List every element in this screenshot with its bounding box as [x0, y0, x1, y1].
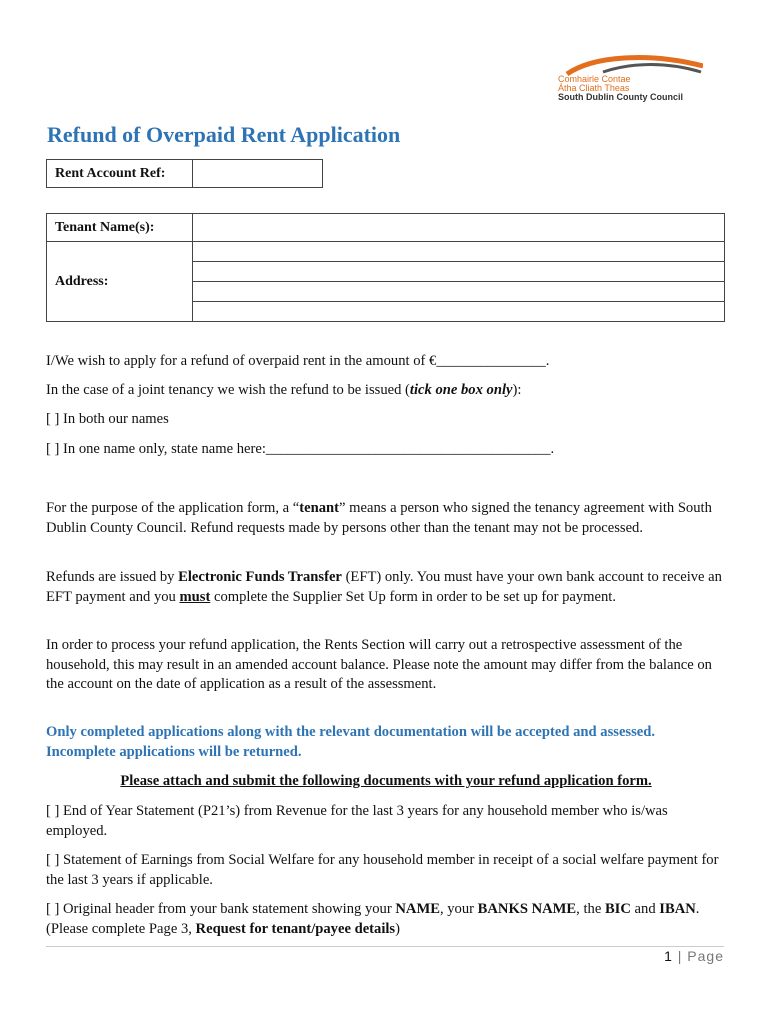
tenant-definition-a: For the purpose of the application form, a “ [46, 500, 300, 516]
tenant-definition [46, 499, 726, 538]
council-logo [553, 54, 713, 104]
doc3-h: IBAN [659, 901, 696, 917]
eft-a: Refunds are issued by [46, 569, 179, 585]
page-separator: | [672, 948, 688, 964]
doc3-f: BIC [604, 901, 631, 917]
logo-text-irish-2: Átha Cliath Theas [558, 83, 630, 93]
joint-tenancy-emphasis: tick one box only [409, 382, 513, 398]
refund-amount-blank[interactable]: _______________ [436, 353, 546, 369]
option-one-name-text: [ ] In one name only, state name here: [46, 441, 266, 457]
tenant-details-table [46, 213, 725, 322]
doc3-g: and [630, 901, 660, 917]
doc3-j: Request for tenant/payee details [195, 920, 396, 937]
address-label: Address: [47, 242, 193, 322]
option-one-name-end: . [550, 441, 555, 457]
eft-d: must [179, 588, 211, 605]
refund-amount-end: . [545, 353, 550, 369]
tenant-definition-c: ” means a person who signed the tenancy agreement with South Dublin County Council. Refund requests made by persons other than the tenant may not be processed. [46, 500, 712, 536]
page-title: Refund of Overpaid Rent Application [47, 122, 401, 147]
logo-text-english: South Dublin County Council [558, 92, 683, 102]
address-line-input[interactable] [193, 262, 725, 282]
doc3-c: , your [439, 901, 478, 917]
rent-account-table [46, 159, 323, 188]
page-number: 1 [664, 948, 673, 964]
tenant-name-input[interactable] [193, 214, 725, 242]
address-line-input[interactable] [193, 282, 725, 302]
rent-account-label: Rent Account Ref: [47, 160, 193, 188]
tenant-name-label: Tenant Name(s): [47, 214, 193, 242]
doc3-b: NAME [395, 901, 440, 917]
process-paragraph: In order to process your refund application, the Rents Section will carry out a retrospective assessment of the household, this may result in an amended account balance. Please note the amount may differ from the balance on the account on the date of application as a result of the assessment. [46, 637, 712, 693]
eft-e: complete the Supplier Set Up form in order to be set up for payment. [210, 588, 617, 605]
joint-tenancy-line [46, 381, 726, 401]
notice-paragraph: Only completed applications along with the relevant documentation will be accepted and assessed. Incomplete applications will be returned. [46, 724, 656, 760]
option-one-name-blank[interactable]: _______________________________________ [265, 441, 551, 457]
refund-amount-line [46, 352, 726, 372]
rent-account-input[interactable] [193, 160, 323, 188]
option-both-names[interactable]: [ ] In both our names [46, 411, 169, 427]
logo-text-irish-1: Comhairle Contae [558, 74, 631, 84]
address-line-input[interactable] [193, 302, 725, 322]
doc3-k: ) [395, 920, 400, 937]
doc3-d: BANKS NAME [477, 901, 577, 917]
doc3-a: [ ] Original header from your bank statement showing your [46, 901, 396, 917]
doc3-i: . (Please complete Page 3, [46, 901, 700, 937]
option-one-name[interactable] [46, 440, 726, 460]
refund-amount-text: I/We wish to apply for a refund of overpaid rent in the amount of € [46, 353, 437, 369]
doc-item-social-welfare[interactable]: [ ] Statement of Earnings from Social Welfare for any household member in receipt of a social welfare payment for the last 3 years if applicable. [46, 852, 719, 888]
doc-item-p21[interactable]: [ ] End of Year Statement (P21’s) from Revenue for the last 3 years for any household member who is/was employed. [46, 803, 668, 839]
attach-header: Please attach and submit the following documents with your refund application form. [120, 773, 652, 789]
logo-swoosh-icon [563, 54, 703, 76]
eft-b: Electronic Funds Transfer [178, 569, 342, 585]
address-line-input[interactable] [193, 242, 725, 262]
joint-tenancy-end: ): [512, 382, 522, 398]
doc-item-bank-header[interactable] [46, 900, 726, 939]
eft-paragraph [46, 568, 726, 607]
page-label: Page [687, 948, 724, 964]
tenant-definition-term: tenant [299, 500, 340, 516]
doc3-e: , the [576, 901, 605, 917]
eft-c: (EFT) only. You must have your own bank account to receive an EFT payment and you [46, 569, 722, 605]
page-footer [664, 948, 724, 964]
footer-divider [46, 946, 724, 947]
joint-tenancy-text: In the case of a joint tenancy we wish the refund to be issued ( [46, 382, 410, 398]
